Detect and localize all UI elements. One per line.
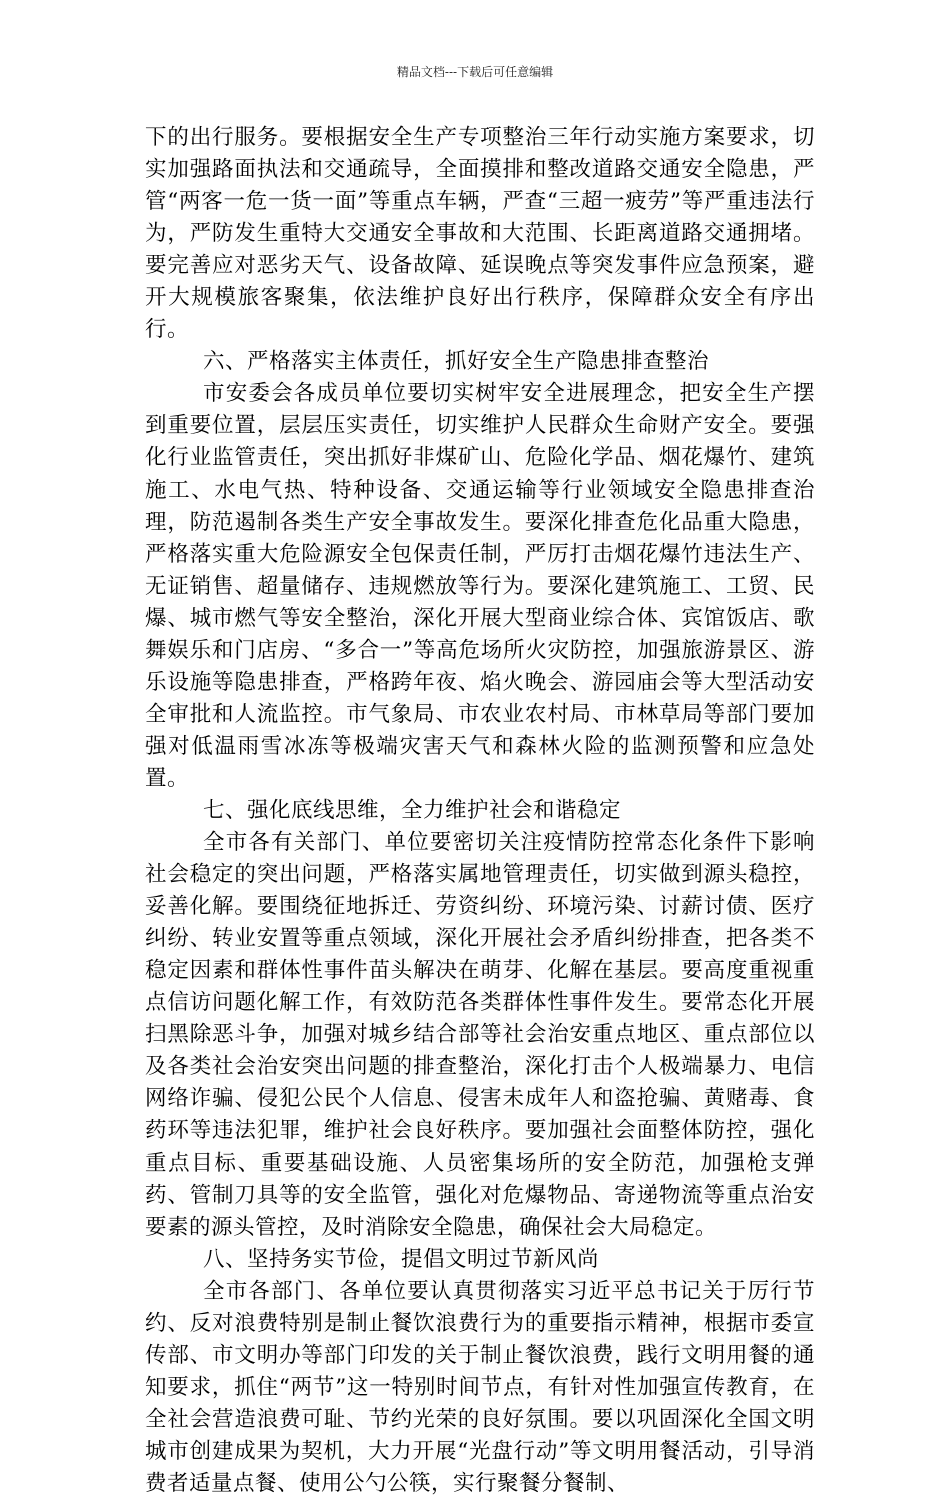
- page-header: 精品文档---下载后可任意编辑: [396, 65, 554, 79]
- document-body: [145, 122, 815, 1500]
- section-heading-7: 七、强化底线思维，全力维护社会和谐稳定: [203, 797, 622, 823]
- paragraph-section-6: 市安委会各成员单位要切实树牢安全进展理念，把安全生产摆到重要位置，层层压实责任，切实维护人民群众生命财产安全。要强化行业监管责任，突出抓好非煤矿山、危险化学品、烟花爆竹、建筑施工、水电气热、特种设备、交通运输等行业领域安全隐患排查治理，防范遏制各类生产安全事故发生。要深化排查危化品重大隐患，严格落实重大危险源安全包保责任制，严厉打击烟花爆竹违法生产、无证销售、超量储存、违规燃放等行为。要深化建筑施工、工贸、民爆、城市燃气等安全整治，深化开展大型商业综合体、宾馆饭店、歌舞娱乐和门店房、“多合一”等高危场所火灾防控，加强旅游景区、游乐设施等隐患排查，严格跨年夜、焰火晚会、游园庙会等大型活动安全审批和人流监控。市气象局、市农业农村局、市林草局等部门要加强对低温雨雪冰冻等极端灾害天气和森林火险的监测预警和应急处置。: [145, 381, 815, 791]
- section-heading-6: 六、严格落实主体责任，抓好安全生产隐患排查整治: [203, 349, 710, 375]
- paragraph-section-7: 全市各有关部门、单位要密切关注疫情防控常态化条件下影响社会稳定的突出问题，严格落实属地管理责任，切实做到源头稳控，妥善化解。要围绕征地拆迁、劳资纠纷、环境污染、讨薪讨债、医疗纠纷、转业安置等重点领域，深化开展社会矛盾纠纷排查，把各类不稳定因素和群体性事件苗头解决在萌芽、化解在基层。要高度重视重点信访问题化解工作，有效防范各类群体性事件发生。要常态化开展扫黑除恶斗争，加强对城乡结合部等社会治安重点地区、重点部位以及各类社会治安突出问题的排查整治，深化打击个人极端暴力、电信网络诈骗、侵犯公民个人信息、侵害未成年人和盗抢骗、黄赌毒、食药环等违法犯罪，维护社会良好秩序。要加强社会面整体防控，强化重点目标、重要基础设施、人员密集场所的安全防范，加强枪支弹药、管制刀具等的安全监管，强化对危爆物品、寄递物流等重点治安要素的源头管控，及时消除安全隐患，确保社会大局稳定。: [145, 830, 815, 1240]
- paragraph-section-8: 全市各部门、各单位要认真贯彻落实习近平总书记关于厉行节约、反对浪费特别是制止餐饮浪费行为的重要指示精神，根据市委宣传部、市文明办等部门印发的关于制止餐饮浪费，践行文明用餐的通知要求，抓住“两节”这一特别时间节点，有针对性加强宣传教育，在全社会营造浪费可耻、节约光荣的良好氛围。要以巩固深化全国文明城市创建成果为契机，大力开展“光盘行动”等文明用餐活动，引导消费者适量点餐、使用公勺公筷，实行聚餐分餐制、: [145, 1278, 815, 1496]
- section-heading-8: 八、坚持务实节俭，提倡文明过节新风尚: [203, 1246, 600, 1272]
- paragraph-continuation: 下的出行服务。要根据安全生产专项整治三年行动实施方案要求，切实加强路面执法和交通疏导，全面摸排和整改道路交通安全隐患，严管“两客一危一货一面”等重点车辆，严查“三超一疲劳”等严重违法行为，严防发生重特大交通安全事故和大范围、长距离道路交通拥堵。要完善应对恶劣天气、设备故障、延误晚点等突发事件应急预案，避开大规模旅客聚集，依法维护良好出行秩序，保障群众安全有序出行。: [145, 125, 815, 343]
